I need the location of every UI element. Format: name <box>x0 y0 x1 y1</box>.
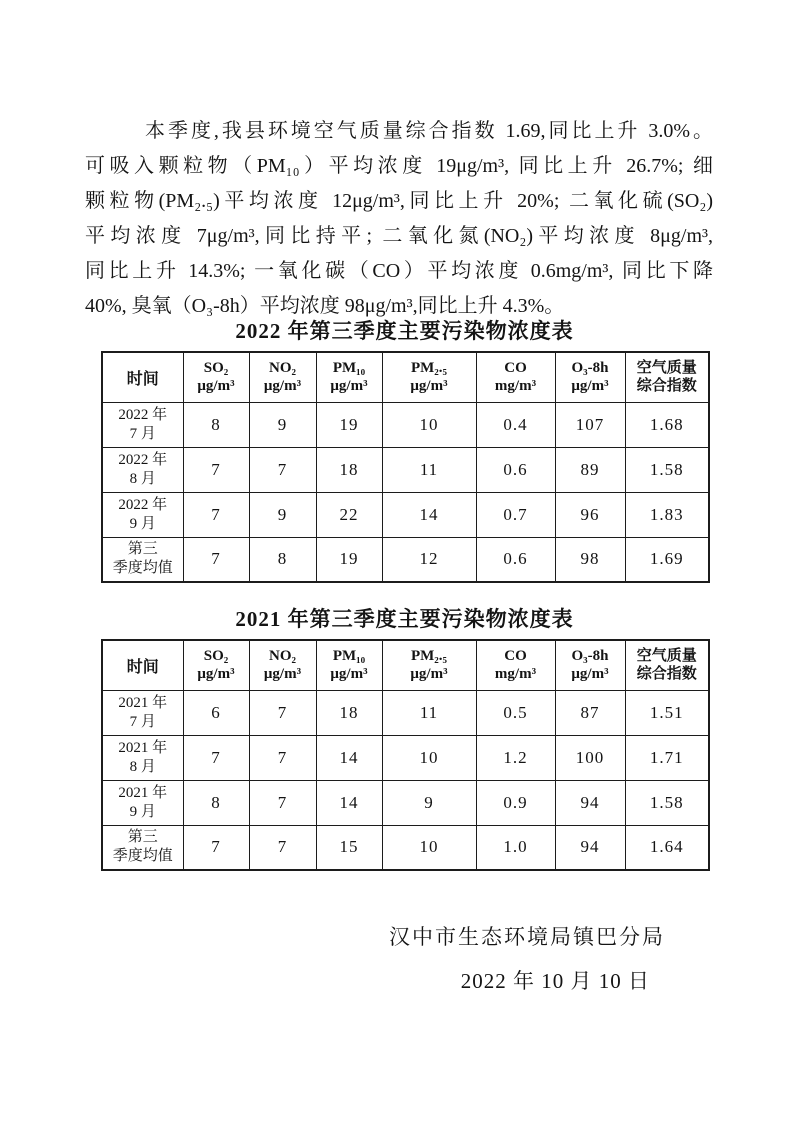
column-header <box>382 352 476 402</box>
column-header-name: NO₂ <box>269 360 296 377</box>
row-label-line: 2021 年 <box>118 694 168 711</box>
column-header-unit: μg/m³ <box>197 666 235 683</box>
table-cell: 0.9 <box>476 780 555 825</box>
row-label <box>102 447 183 492</box>
column-header-label: 时间 <box>126 658 159 676</box>
table-cell: 10 <box>382 825 476 870</box>
table-cell: 89 <box>555 447 625 492</box>
table-row <box>102 492 709 537</box>
column-header <box>249 640 316 690</box>
table-cell: 19 <box>316 402 382 447</box>
column-header-name: 空气质量 <box>636 648 697 665</box>
row-label <box>102 780 183 825</box>
column-header-unit: mg/m³ <box>494 666 537 683</box>
row-label-line: 2021 年 <box>118 784 168 801</box>
pollutant-table-2022 <box>101 351 710 583</box>
table-cell: 10 <box>382 735 476 780</box>
column-header-unit: μg/m³ <box>263 378 302 395</box>
signature-date: 2022 年 10 月 10 日 <box>460 969 650 993</box>
table-cell: 0.7 <box>476 492 555 537</box>
column-header-name: O₃-8h <box>571 648 609 665</box>
row-label <box>102 402 183 447</box>
table-cell: 7 <box>183 825 249 870</box>
column-header-unit: μg/m³ <box>330 378 368 395</box>
table-cell: 1.64 <box>625 825 709 870</box>
table-title-2021: 2021 年第三季度主要污染物浓度表 <box>235 607 574 631</box>
table-cell: 8 <box>249 537 316 582</box>
row-label-line: 8 月 <box>129 470 156 487</box>
table-cell: 12 <box>382 537 476 582</box>
row-label-line: 7 月 <box>129 425 156 442</box>
summary-paragraph-line: 颗粒物(PM₂.₅)平均浓度 12μg/m³,同比上升 20%; 二氧化硫(SO₂) <box>85 190 713 212</box>
table-cell: 9 <box>249 402 316 447</box>
summary-paragraph-line: 40%, 臭氧（O₃-8h）平均浓度 98μg/m³,同比上升 4.3%。 <box>85 295 565 317</box>
row-label <box>102 690 183 735</box>
column-header-name: PM₂.₅ <box>410 648 448 665</box>
table-cell: 0.4 <box>476 402 555 447</box>
column-header-name: CO <box>504 360 527 377</box>
table-cell: 18 <box>316 690 382 735</box>
table-cell: 0.6 <box>476 447 555 492</box>
column-header-name: PM₁₀ <box>332 360 366 377</box>
table-cell: 15 <box>316 825 382 870</box>
row-label-line: 8 月 <box>129 758 156 775</box>
column-header <box>555 352 625 402</box>
table-cell: 98 <box>555 537 625 582</box>
column-header-unit: μg/m³ <box>410 666 448 683</box>
column-header-name: SO₂ <box>203 648 229 665</box>
table-cell: 11 <box>382 690 476 735</box>
pollutant-table-2021 <box>101 639 710 871</box>
table-cell: 87 <box>555 690 625 735</box>
table-cell: 7 <box>183 735 249 780</box>
table-row <box>102 690 709 735</box>
column-header-unit: 综合指数 <box>636 666 697 683</box>
column-header-name: O₃-8h <box>571 360 609 377</box>
table-cell: 96 <box>555 492 625 537</box>
summary-paragraph-line: 平均浓度 7μg/m³,同比持平; 二氧化氮(NO₂)平均浓度 8μg/m³, <box>85 225 713 247</box>
table-cell: 1.2 <box>476 735 555 780</box>
table-cell: 7 <box>183 447 249 492</box>
row-label-line: 第三 <box>127 829 158 846</box>
table-cell: 11 <box>382 447 476 492</box>
table-cell: 1.51 <box>625 690 709 735</box>
table-cell: 7 <box>249 735 316 780</box>
table-row <box>102 537 709 582</box>
table-cell: 0.6 <box>476 537 555 582</box>
table-cell: 10 <box>382 402 476 447</box>
table-title-2022: 2022 年第三季度主要污染物浓度表 <box>235 319 574 343</box>
table-cell: 7 <box>249 447 316 492</box>
row-label <box>102 735 183 780</box>
summary-paragraph <box>85 114 713 324</box>
row-label <box>102 492 183 537</box>
table-cell: 1.83 <box>625 492 709 537</box>
column-header <box>382 640 476 690</box>
row-label-line: 第三 <box>127 541 158 558</box>
summary-paragraph-line: 可吸入颗粒物（PM₁₀）平均浓度 19μg/m³, 同比上升 26.7%; 细 <box>85 155 713 177</box>
table-cell: 7 <box>183 492 249 537</box>
column-header-name: SO₂ <box>203 360 229 377</box>
row-label-line: 2022 年 <box>118 406 168 423</box>
column-header-unit: μg/m³ <box>571 666 609 683</box>
column-header-name: NO₂ <box>269 648 296 665</box>
row-label-line: 2022 年 <box>118 451 168 468</box>
column-header <box>625 640 709 690</box>
table-row <box>102 825 709 870</box>
table-cell: 14 <box>382 492 476 537</box>
row-label-line: 9 月 <box>129 515 156 532</box>
column-header <box>183 352 249 402</box>
table-cell: 1.71 <box>625 735 709 780</box>
table-cell: 1.58 <box>625 780 709 825</box>
table-cell: 14 <box>316 780 382 825</box>
column-header-label: 时间 <box>126 370 159 388</box>
table-cell: 9 <box>382 780 476 825</box>
table-row <box>102 447 709 492</box>
table-cell: 22 <box>316 492 382 537</box>
column-header <box>555 640 625 690</box>
row-label-line: 季度均值 <box>112 560 173 577</box>
table-cell: 0.5 <box>476 690 555 735</box>
table-cell: 94 <box>555 780 625 825</box>
table-row <box>102 402 709 447</box>
table-cell: 9 <box>249 492 316 537</box>
table-section-2022 <box>101 315 708 583</box>
column-header <box>316 352 382 402</box>
column-header <box>316 640 382 690</box>
table-row <box>102 780 709 825</box>
row-label-line: 9 月 <box>129 803 156 820</box>
column-header <box>476 640 555 690</box>
table-cell: 1.58 <box>625 447 709 492</box>
table-section-2021 <box>101 603 708 871</box>
table-cell: 94 <box>555 825 625 870</box>
table-cell: 7 <box>249 690 316 735</box>
table-cell: 7 <box>249 780 316 825</box>
column-header <box>476 352 555 402</box>
table-cell: 8 <box>183 402 249 447</box>
column-header-unit: μg/m³ <box>571 378 609 395</box>
table-cell: 100 <box>555 735 625 780</box>
column-header-unit: μg/m³ <box>263 666 302 683</box>
row-label <box>102 825 183 870</box>
table-cell: 18 <box>316 447 382 492</box>
column-header-name: CO <box>504 648 527 665</box>
row-label-line: 季度均值 <box>112 848 173 865</box>
table-cell: 1.0 <box>476 825 555 870</box>
signature-block <box>0 922 793 996</box>
row-label-line: 7 月 <box>129 713 156 730</box>
table-cell: 107 <box>555 402 625 447</box>
signature-organization: 汉中市生态环境局镇巴分局 <box>389 925 665 949</box>
column-header <box>183 640 249 690</box>
column-header-name: 空气质量 <box>636 360 697 377</box>
table-cell: 1.69 <box>625 537 709 582</box>
summary-paragraph-line: 同比上升 14.3%; 一氧化碳（CO）平均浓度 0.6mg/m³, 同比下降 <box>85 260 713 282</box>
column-header-unit: 综合指数 <box>636 378 697 395</box>
column-header <box>625 352 709 402</box>
table-cell: 6 <box>183 690 249 735</box>
row-label-line: 2021 年 <box>118 739 168 756</box>
summary-paragraph-line: 本季度,我县环境空气质量综合指数 1.69,同比上升 3.0%。 <box>145 120 713 142</box>
column-header-unit: μg/m³ <box>330 666 368 683</box>
column-header <box>102 640 183 690</box>
table-cell: 1.68 <box>625 402 709 447</box>
table-row <box>102 735 709 780</box>
column-header-name: PM₂.₅ <box>410 360 448 377</box>
column-header-unit: mg/m³ <box>494 378 537 395</box>
table-cell: 8 <box>183 780 249 825</box>
row-label <box>102 537 183 582</box>
column-header-unit: μg/m³ <box>197 378 235 395</box>
table-cell: 14 <box>316 735 382 780</box>
table-cell: 7 <box>249 825 316 870</box>
column-header-unit: μg/m³ <box>410 378 448 395</box>
table-cell: 19 <box>316 537 382 582</box>
row-label-line: 2022 年 <box>118 496 168 513</box>
column-header-name: PM₁₀ <box>332 648 366 665</box>
table-cell: 7 <box>183 537 249 582</box>
column-header <box>102 352 183 402</box>
column-header <box>249 352 316 402</box>
